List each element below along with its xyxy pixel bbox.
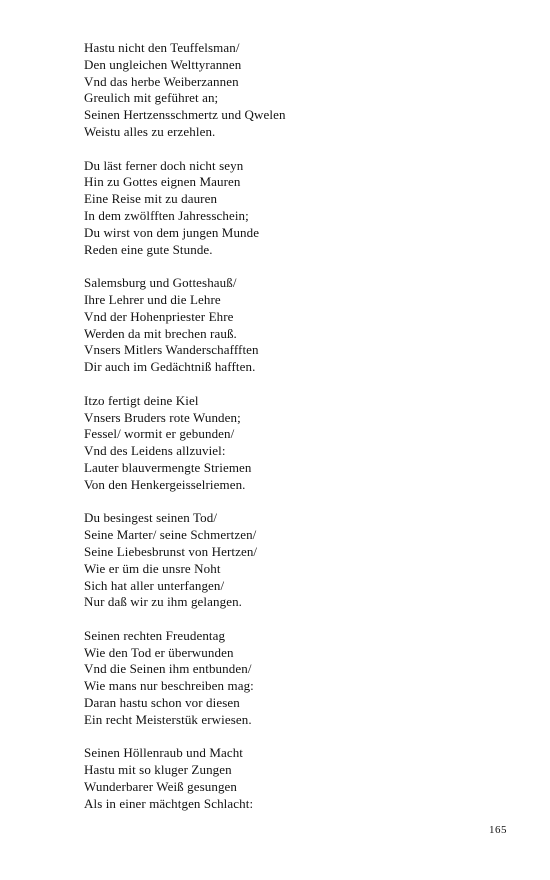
poem-line: Hastu nicht den Teuffelsman/ bbox=[84, 40, 240, 55]
poem-line: Daran hastu schon vor diesen bbox=[84, 695, 240, 711]
poem-line: Werden da mit brechen rauß. bbox=[84, 325, 237, 341]
poem-line: Weistu alles zu erzehlen. bbox=[84, 123, 216, 139]
poem-text bbox=[84, 40, 484, 829]
poem-line: Du besingest seinen Tod/ bbox=[84, 510, 218, 526]
poem-line: Vnd des Leidens allzuviel: bbox=[84, 443, 226, 459]
poem-line: Ein recht Meisterstük erwiesen. bbox=[84, 711, 252, 727]
poem-line: Vnsers Mitlers Wanderschaffften bbox=[84, 342, 259, 358]
poem-line: Itzo fertigt deine Kiel bbox=[84, 392, 199, 408]
poem-line: Reden eine gute Stunde. bbox=[84, 241, 213, 257]
poem-line: Greulich mit geführet an; bbox=[84, 90, 219, 106]
poem-line: Du wirst von dem jungen Munde bbox=[84, 224, 260, 240]
poem-line: Wie den Tod er überwunden bbox=[84, 644, 234, 660]
poem-line: Salemsburg und Gotteshauß/ bbox=[84, 275, 237, 291]
poem-line: Nur daß wir zu ihm gelangen. bbox=[84, 594, 243, 610]
poem-line: Du läst ferner doch nicht seyn bbox=[84, 157, 244, 173]
poem-line: Wie er üm die unsre Noht bbox=[84, 560, 221, 576]
poem-line: In dem zwölfften Jahresschein; bbox=[84, 207, 249, 223]
page-number: 165 bbox=[489, 824, 507, 836]
poem-line: Fessel/ wormit er gebunden/ bbox=[84, 426, 235, 442]
poem-line: Seine Marter/ seine Schmertzen/ bbox=[84, 527, 257, 543]
poem-line: Von den Henkergeisselriemen. bbox=[84, 476, 246, 492]
poem-line: Dir auch im Gedächtniß hafften. bbox=[84, 359, 256, 375]
poem-line: Vnd die Seinen ihm entbunden/ bbox=[84, 661, 252, 677]
poem-line: Sich hat aller unterfangen/ bbox=[84, 577, 225, 593]
poem-line: Wie mans nur beschreiben mag: bbox=[84, 678, 254, 694]
poem-line: Vnsers Bruders rote Wunden; bbox=[84, 409, 241, 425]
stanza-3 bbox=[84, 275, 484, 376]
poem-line: Den ungleichen Welttyrannen bbox=[84, 56, 242, 72]
poem-line: Vnd das herbe Weiberzannen bbox=[84, 73, 239, 89]
stanza-4 bbox=[84, 393, 484, 494]
poem-line: Seinen Höllenraub und Macht bbox=[84, 745, 244, 761]
stanza-6 bbox=[84, 628, 484, 729]
poem-line: Seinen rechten Freudentag bbox=[84, 627, 226, 643]
poem-line: Hin zu Gottes eignen Mauren bbox=[84, 174, 241, 190]
poem-line: Vnd der Hohenpriester Ehre bbox=[84, 308, 234, 324]
poem-line: Eine Reise mit zu dauren bbox=[84, 191, 218, 207]
poem-line: Ihre Lehrer und die Lehre bbox=[84, 291, 221, 307]
stanza-1 bbox=[84, 40, 484, 141]
stanza-5 bbox=[84, 510, 484, 611]
poem-line: Seinen Hertzensschmertz und Qwelen bbox=[84, 107, 286, 123]
stanza-2 bbox=[84, 158, 484, 259]
poem-line: Wunderbarer Weiß gesungen bbox=[84, 779, 238, 795]
stanza-7 bbox=[84, 745, 484, 812]
poem-line: Hastu mit so kluger Zungen bbox=[84, 762, 232, 778]
poem-line: Lauter blauvermengte Striemen bbox=[84, 459, 252, 475]
poem-line: Als in einer mächtgen Schlacht: bbox=[84, 795, 254, 811]
poem-line: Seine Liebesbrunst von Hertzen/ bbox=[84, 543, 258, 559]
